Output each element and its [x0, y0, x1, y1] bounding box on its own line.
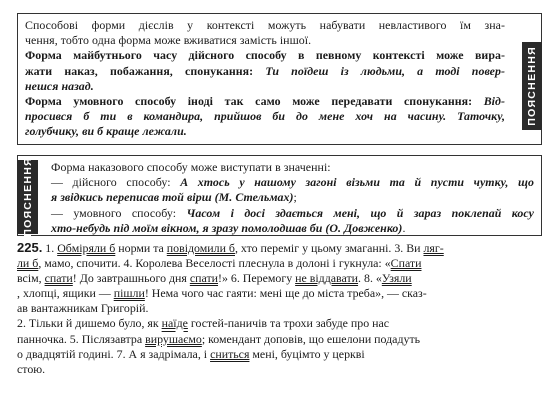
text-run: 2. Тільки й дишемо було, як	[17, 316, 162, 331]
text-run: ;	[293, 190, 297, 205]
side-label: ПОЯСНЕННЯ	[17, 160, 38, 234]
side-label: ПОЯСНЕННЯ	[522, 42, 542, 130]
text-run: — умовного способу:	[51, 205, 187, 220]
text-line	[17, 332, 542, 347]
text-line	[17, 347, 542, 362]
example-text: я звідкись переписав той вірш (М. Стельмах)	[51, 190, 294, 205]
verb-marked: вирушаємо	[145, 331, 202, 346]
text-line: Форма наказового способу може виступати в значенні:	[51, 160, 331, 174]
text-run: жати наказ, побажання, спонукання:	[25, 63, 266, 78]
example-text: Від-	[483, 94, 505, 109]
verb-marked: Узяли	[381, 271, 412, 286]
explanation-box-1	[17, 13, 542, 145]
verb-marked: не віддавати	[295, 271, 359, 286]
example-text: А хтось у нашому загоні візьми та й пусти чутку, що	[180, 175, 534, 190]
explanation-text-2	[51, 160, 534, 236]
text-run: , мамо, спочити. 4. Королева Веселості плеснула в долоні і гукнула: «	[38, 256, 391, 271]
text-run: ; комендант доповів, що ешелони подадуть	[201, 331, 421, 346]
text-run: о двадцятій годині. 7. А я задрімала, і	[17, 346, 211, 361]
text-run: ! Нема чого час гаяти: мені ще до міста треба», — сказ-	[144, 286, 427, 301]
verb-marked: сниться	[210, 346, 250, 361]
text-line: стою.	[17, 361, 46, 376]
text-run: гостей-паничів та трохи забуде про нас	[187, 316, 390, 331]
text-run: . 8. «	[358, 271, 382, 286]
text-line	[51, 221, 534, 236]
text-line: чення, тобто одна форма може вживатися замість іншої.	[25, 33, 312, 48]
verb-marked: пішли	[113, 286, 145, 301]
example-text: просився б ти в командира, прийшов би до мене хоч на часину. Таточку,	[25, 109, 505, 124]
text-line	[25, 94, 505, 109]
text-run: норми та	[115, 241, 167, 255]
verb-marked: Спати	[390, 256, 422, 271]
example-text: хто-небудь під моїм вікном, я зразу помолодшав би (О. Довженко)	[51, 220, 403, 235]
text-line	[17, 286, 542, 301]
verb-marked: наїде	[161, 316, 188, 331]
example-text: Ти поїдеш із людьми, а тоді повер-	[265, 63, 506, 78]
verb-marked: ли б	[17, 256, 39, 271]
verb-marked: ляг-	[423, 241, 444, 255]
text-line	[17, 256, 542, 271]
text-run: Форма умовного способу іноді так само може передавати спонукання:	[25, 94, 484, 109]
exercise-225	[17, 240, 542, 377]
text-line	[25, 64, 505, 79]
text-run: , хлопці, ящики —	[17, 286, 114, 301]
verb-marked: повідомили б	[166, 241, 235, 255]
exercise-number: 225.	[17, 240, 43, 255]
text-run: !» 6. Перемогу	[218, 271, 296, 286]
text-line: Форма майбутнього часу дійсного способу в певному контексті може вира-	[25, 48, 505, 63]
text-run: мені, буцімто у церкві	[249, 346, 365, 361]
text-line	[17, 316, 542, 331]
example-text: нешся назад.	[25, 78, 94, 93]
text-run: всім,	[17, 271, 45, 286]
explanation-text-1	[25, 18, 505, 140]
text-line	[17, 240, 542, 256]
text-line	[51, 190, 534, 205]
verb-marked: спати	[44, 271, 73, 286]
text-line: ав вантажникам Григорій.	[17, 301, 149, 316]
verb-marked: спати	[189, 271, 219, 286]
text-run: 1.	[42, 241, 58, 255]
explanation-box-2	[17, 155, 542, 236]
text-line	[17, 271, 542, 286]
example-text: голубчику, ви б краще лежали.	[25, 124, 187, 139]
verb-marked: Обміряли б	[57, 241, 116, 255]
text-line	[51, 175, 534, 190]
text-line	[51, 206, 534, 221]
text-run: — дійсного способу:	[51, 175, 181, 190]
text-run: , хто переміг у цьому змаганні. 3. Ви	[234, 241, 424, 255]
text-run: ! До завтрашнього дня	[72, 271, 190, 286]
text-run: .	[402, 220, 406, 235]
example-text: Часом і досі здається мені, що й зараз поклепай косу	[186, 205, 534, 220]
text-run: панночка. 5. Післязавтра	[17, 331, 146, 346]
text-line: Способові форми дієслів у контексті можуть набувати невластивого їм зна-	[25, 18, 505, 32]
